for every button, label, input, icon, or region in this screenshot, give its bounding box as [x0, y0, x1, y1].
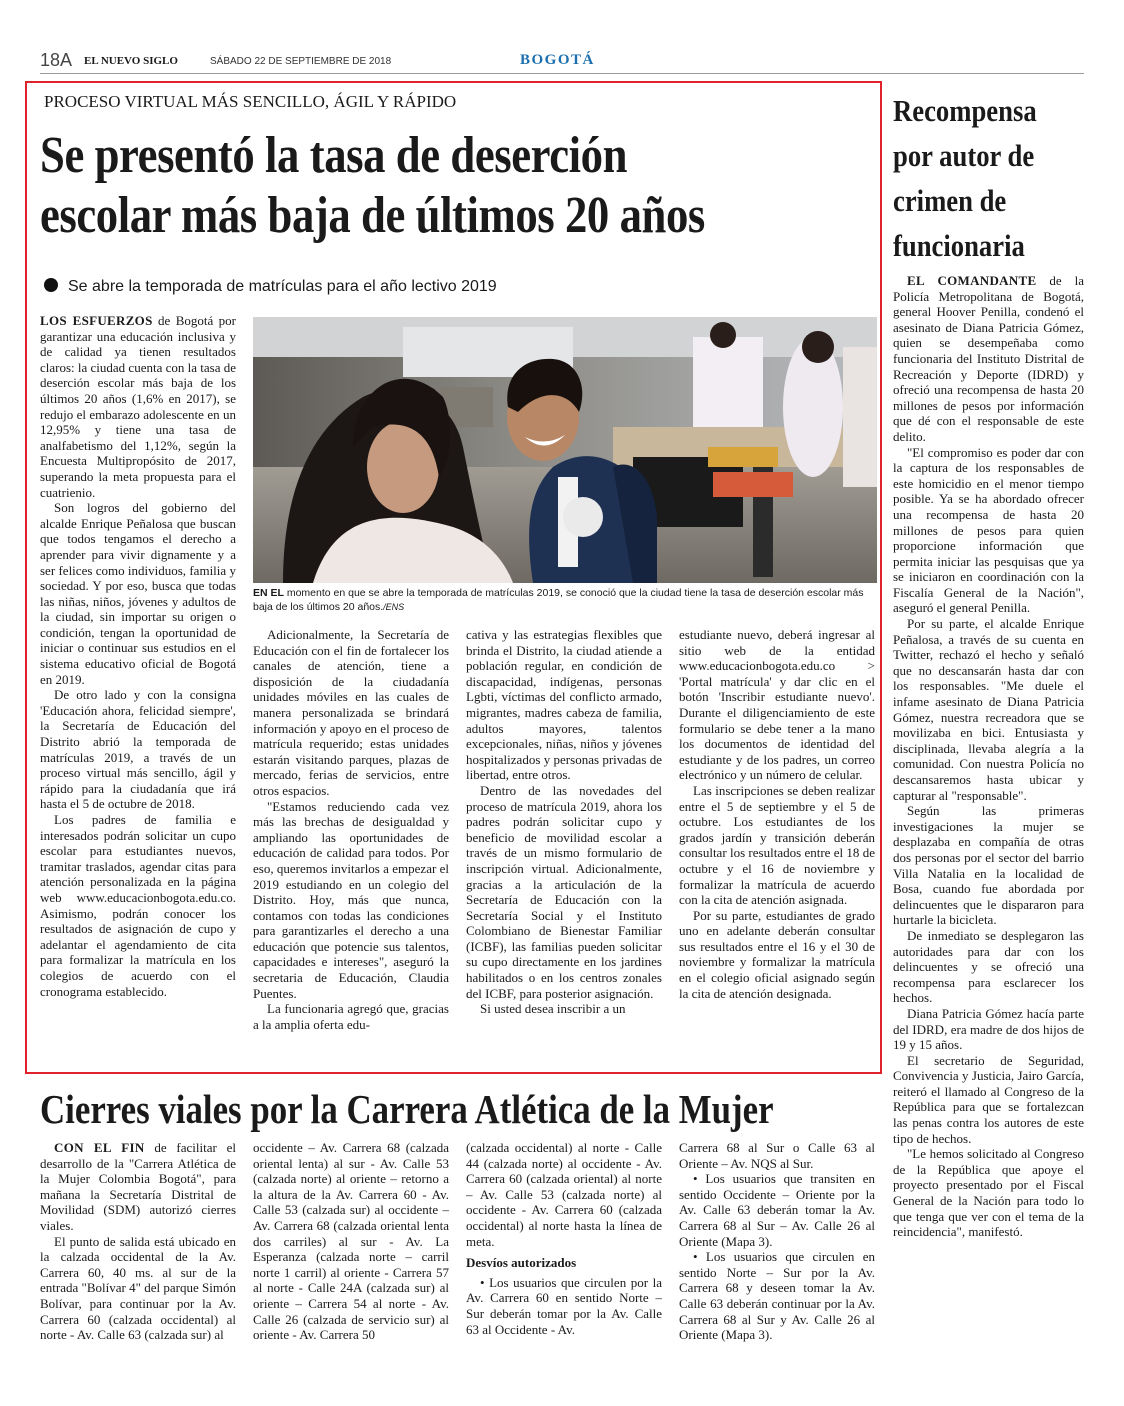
main-article-column-4: [679, 627, 875, 1059]
paragraph: estudiante nuevo, deberá ingresar al sitio web de la entidad www.educacionbogota.edu.co > 'Portal matrícula' y dar clic en el botón 'Inscribir estudiante nuevo'. Durante el diligenciamiento de este formulario se debe tener a la mano los documentos de identidad del estudiante y de los padres, un correo electrónico y un número de celular.: [679, 627, 875, 783]
article-headline: Se presentó la tasa de deserción escolar más baja de últimos 20 años: [40, 127, 705, 244]
paragraph: Los padres de familia e interesados podrán solicitar un cupo escolar para estudiantes nuevos, tramitar traslados, agendar citas para atención personalizada en la página web www.educacionbogota.edu.co. Asimismo, podrán conocer los resultados de asignación de cupo y adelantar el agendamiento de cita para formalizar la matrícula en los colegios de acuerdo con el cronograma establecido.: [40, 812, 236, 999]
paragraph: cativa y las estrategias flexibles que brinda el Distrito, la ciudad atiende a población regular, en condición de discapacidad, indígenas, personas Lgbti, víctimas del conflicto armado, migrantes, madres cabeza de familia, adultos mayores, talentos excepcionales, niñas, niños y jóvenes hospitalizados y personas privadas de libertad, entre otros.: [466, 627, 662, 783]
bullet-dot-icon: [44, 278, 58, 292]
cierres-column-1: [40, 1140, 236, 1376]
paragraph: Diana Patricia Gómez hacía parte del IDRD, era madre de dos hijos de 19 y 15 años.: [893, 1005, 1084, 1053]
cierres-column-2: [253, 1140, 449, 1376]
paragraph: "Le hemos solicitado al Congreso de la República que apoye el proyecto presentado por el Fiscal General de la Nación para todo lo que tenga que ver con el tema de la reincidencia", manifestó.: [893, 1146, 1084, 1240]
paragraph: "Estamos reduciendo cada vez más las brechas de desigualdad y ampliando las oportunidades de educación de calidad para todos. Por eso, queremos invitarlos a empezar el 2019 estudiando en un colegio del Distrito. Hoy, más que nunca, contamos con todas las condiciones para garantizarles el derecho a una educación que potencie sus talentos, capacidades e intereses", aseguró la secretaria de Educación, Claudia Puentes.: [253, 798, 449, 1001]
paragraph: La funcionaria agregó que, gracias a la amplia oferta edu-: [253, 1001, 449, 1032]
masthead: [40, 50, 1084, 74]
main-article-column-2: [253, 627, 449, 1059]
side-article-headline: Recompensa por autor de crimen de funcionaria: [893, 93, 1037, 263]
cierres-column-3: [466, 1140, 662, 1376]
paragraph: EL COMANDANTE de la Policía Metropolitana de Bogotá, general Hoover Penilla, condenó el asesinato de Diana Patricia Gómez, quien se desempeñaba como funcionaria del Instituto Distrital de Recreación y Deporte (IDRD) y ofreció una recompensa de hasta 20 millones de pesos por información que dé con el responsable de este delito.: [893, 273, 1084, 444]
paragraph: El secretario de Seguridad, Convivencia y Justicia, Jairo García, reiteró el llamado al Congreso de la República para que se fortalezcan las penas contra los autores de este tipo de hechos.: [893, 1052, 1084, 1146]
paragraph: Por su parte, estudiantes de grado uno en adelante deberán consultar sus resultados entre el 16 y el 30 de noviembre y formalizar la matrícula en el colegio oficial asignado según la cita de atención designada.: [679, 907, 875, 1001]
main-article-column-3: [466, 627, 662, 1059]
paragraph: occidente – Av. Carrera 68 (calzada oriental lenta) al sur - Av. Calle 53 (calzada norte) al oriente – retorno a la altura de la Av. Carrera 60 - Av. Calle 53 (calzada sur) al occidente – Av. Carrera 68 (calzada oriental lenta dos carriles) al sur - Av. La Esperanza (calzada norte – carril norte 1 carril) al oriente - Carrera 57 al norte - Calle 24A (calzada sur) al oriente – Carrera 54 al norte - Av. Calle 26 (calzada de servicio sur) al oriente - Av. Carrera 50: [253, 1140, 449, 1343]
article-photo: [253, 317, 877, 583]
paper-name: EL NUEVO SIGLO: [84, 55, 178, 67]
caption-text: momento en que se abre la temporada de matrículas 2019, se conoció que la ciudad tiene la tasa de deserción escolar más baja de los últimos 20 años.: [253, 587, 864, 613]
paragraph: Carrera 68 al Sur o Calle 63 al Oriente – Av. NQS al Sur.: [679, 1140, 875, 1171]
caption-lead: EN EL: [253, 587, 284, 599]
paragraph: Si usted desea inscribir a un: [480, 1001, 626, 1017]
paragraph: • Los usuarios que circulen por la Av. Carrera 60 en sentido Norte – Sur deberán tomar por la Av. Calle 63 al Occidente - Av.: [466, 1274, 662, 1337]
paragraph: (calzada occidental) al norte - Calle 44 (calzada norte) al occidente - Av. Carrera 60 (calzada oriental) al norte – Av. Calle 53 (calzada norte) al occidente - Av. Carrera 60 (calzada occidental) al norte hasta la línea de meta.: [466, 1140, 662, 1249]
paragraph: De inmediato se desplegaron las autoridades para dar con los delincuentes y se ofreció una recompensa para esclarecer los hechos.: [893, 927, 1084, 1006]
paragraph: LOS ESFUERZOS de Bogotá por garantizar una educación inclusiva y de calidad ya tienen resultados claros: la ciudad cuenta con la tasa de deserción escolar más baja de los últimos 20 años (1,6% en 2017), se redujo el embarazo adolescente en un 12,95% y tiene una tasa de analfabetismo del 1,12%, según la Encuesta Multipropósito de 2017, superando la meta propuesta para el cuatrienio.: [40, 313, 236, 500]
article-kicker: PROCESO VIRTUAL MÁS SENCILLO, ÁGIL Y RÁPIDO: [44, 92, 457, 111]
paragraph: El punto de salida está ubicado en la calzada occidental de la Av. Carrera 60, 40 ms. al sur de la entrada "Bolívar 4" del parque Simón Bolívar, para continuar por la Av. Carrera 60 (calzada occidental) al norte - Av. Calle 63 (calzada sur) al: [40, 1233, 236, 1343]
paragraph: Dentro de las novedades del proceso de matrícula 2019, ahora los padres podrán solicitar cupo y beneficio de movilidad escolar a través de un mismo formulario de inscripción virtual. Adicionalmente, gracias a la articulación de la Secretaría de Educación con la Secretaría Social y el Instituto Colombiano de Bienestar Familiar (ICBF), las familias pueden solicitar su cupo directamente en los jardines habilitados o en los centros zonales del ICBF, para posterior asignación.: [466, 782, 662, 1001]
publication-date: SÁBADO 22 DE SEPTIEMBRE DE 2018: [210, 56, 392, 67]
photo-credit: /ENS: [383, 602, 405, 612]
classroom-photo-illustration: [253, 317, 877, 583]
paragraph: "El compromiso es poder dar con la captura de los responsables de este homicidio en el menor tiempo posible. Ya se ha abordado ofrecer una recompensa de hasta 20 millones de pesos para quien proporcione información que permita iniciar las pesquisas que ya se iniciaron en coordinación con la Fiscalía General de la Nación", aseguró el general Penilla.: [893, 444, 1084, 616]
lead-in: LOS ESFUERZOS: [40, 313, 153, 328]
cierres-column-4: [679, 1140, 875, 1376]
paragraph: De otro lado y con la consigna 'Educación ahora, felicidad siempre', la Secretaría de Educación del Distrito abrió la temporada de matrículas 2019, a través de un proceso virtual más sencillo, ágil y rápido para la ciudadanía que irá hasta el 5 de octubre de 2018.: [40, 687, 236, 812]
lead-in: CON EL FIN: [54, 1140, 145, 1155]
masthead-divider: [40, 73, 1084, 74]
section-name: BOGOTÁ: [520, 52, 595, 68]
paragraph: • Los usuarios que transiten en sentido Occidente – Oriente por la Av. Calle 63 deberán tomar la Av. Carrera 68 al Sur – Av. Calle 26 al Oriente (Mapa 3).: [679, 1171, 875, 1249]
side-article-body: [893, 273, 1084, 1391]
paragraph: Según las primeras investigaciones la mujer se desplazaba en compañía de otras dos personas por el sector del barrio Villa Natalia en la localidad de Bosa, cuando fue abordada por delincuentes que le dispararon para hurtarle la bicicleta.: [893, 803, 1084, 928]
main-article-column-1: [40, 313, 236, 1058]
photo-caption: [253, 586, 873, 614]
paragraph: Adicionalmente, la Secretaría de Educación con el fin de fortalecer los canales de atención, tiene a disposición de la ciudadanía unidades móviles en las cuales de manera personalizada se brindará información y apoyo en el proceso de matrícula requerido; estas unidades estarán visitando parques, plazas de mercado, ferias de servicios, entre otros espacios.: [253, 627, 449, 798]
subheadline-text: Se abre la temporada de matrículas para el año lectivo 2019: [68, 278, 497, 295]
lead-in: EL COMANDANTE: [907, 273, 1037, 288]
paragraph: Las inscripciones se deben realizar entre el 5 de septiembre y el 5 de octubre. Los estudiantes de los grados jardín y transición deberán consultar los resultados entre el 18 de octubre y el 16 de noviembre y formalizar la matrícula de acuerdo con la cita de atención asignada.: [679, 782, 875, 908]
page-number: 18A: [40, 50, 73, 70]
article-subheadline: [44, 278, 497, 296]
section-subheading: Desvíos autorizados: [466, 1255, 577, 1271]
paragraph: Son logros del gobierno del alcalde Enrique Peñalosa que buscan que todos tengamos el derecho a aprender para vivir dignamente y a ser felices como individuos, familia y sociedad. Y por eso, busca que todas las niñas, niños, jóvenes y adultos de la ciudad, sin importar su origen o condición, tengan la oportunidad de iniciar o continuar sus estudios en el sistema educativo oficial de Bogotá en 2019.: [40, 500, 236, 687]
cierres-article-headline: Cierres viales por la Carrera Atlética de la Mujer: [40, 1086, 774, 1132]
paragraph: CON EL FIN de facilitar el desarrollo de la "Carrera Atlética de la Mujer Colombia Bogotá", para mañana la Secretaría Distrital de Movilidad (SDM) autorizó cierres viales.: [40, 1140, 236, 1233]
paragraph: • Los usuarios que circulen en sentido Norte – Sur por la Av. Carrera 68 y deseen tomar la Av. Calle 63 deberán continuar por la Av. Carrera 68 al Sur y Av. Calle 26 al Oriente (Mapa 3).: [679, 1249, 875, 1343]
paragraph: Por su parte, el alcalde Enrique Peñalosa, a través de su cuenta en Twitter, rechazó el hecho y señaló que no descansarán hasta dar con los responsables. "Me duele el infame asesinato de Diana Patricia Gómez, nuestra recreadora que se movilizaba en bici. Entusiasta y disciplinada, llevaba alegría a la comunidad. Con nuestra Policía no descansaremos hasta ubicar y capturar al "responsable".: [893, 616, 1084, 803]
